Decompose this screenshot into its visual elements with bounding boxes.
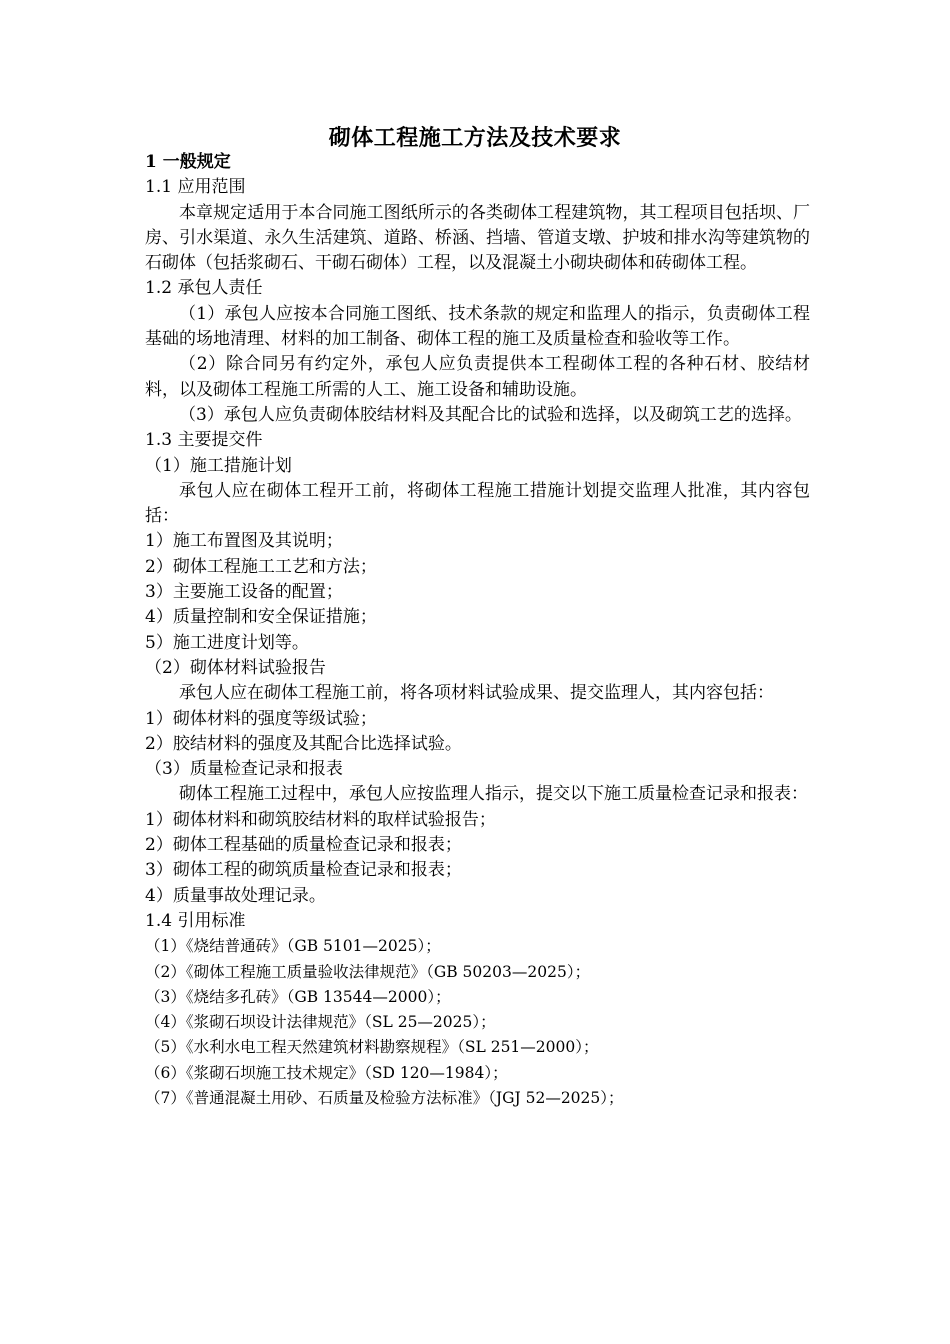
reference-item: （7）《普通混凝土用砂、石质量及检验方法标准》（JGJ 52—2025）； bbox=[145, 1088, 624, 1107]
section-heading-1: 1 一般规定 bbox=[145, 152, 231, 172]
reference-item: （6）《浆砌石坝施工技术规定》（SD 120—1984）； bbox=[145, 1063, 508, 1082]
section-heading-1-1: 1.1 应用范围 bbox=[145, 177, 246, 198]
paragraph: 砌体工程施工过程中，承包人应按监理人指示，提交以下施工质量检查记录和报表： bbox=[179, 784, 808, 805]
reference-item: （2）《砌体工程施工质量验收法律规范》（GB 50203—2025）； bbox=[145, 962, 591, 981]
document-body bbox=[145, 150, 810, 1111]
reference-item: （1）《烧结普通砖》（GB 5101—2025）； bbox=[145, 937, 441, 956]
list-item: 1）施工布置图及其说明； bbox=[145, 531, 343, 552]
paragraph: 承包人应在砌体工程开工前，将砌体工程施工措施计划提交监理人批准，其内容包括： bbox=[145, 480, 810, 527]
paragraph: （2）除合同另有约定外，承包人应负责提供本工程砌体工程的各种石材、胶结材料，以及砌体工程施工所需的人工、施工设备和辅助设施。 bbox=[145, 354, 810, 400]
document-title: 砌体工程施工方法及技术要求 bbox=[328, 125, 622, 151]
list-item: 1）砌体材料的强度等级试验； bbox=[145, 708, 377, 729]
list-item: 2）胶结材料的强度及其配合比选择试验。 bbox=[145, 733, 462, 754]
list-item: 2）砌体工程施工工艺和方法； bbox=[145, 556, 377, 577]
section-heading-1-4: 1.4 引用标准 bbox=[145, 910, 246, 931]
list-item: 4）质量控制和安全保证措施； bbox=[145, 607, 377, 628]
paragraph: 本章规定适用于本合同施工图纸所示的各类砌体工程建筑物，其工程项目包括坝、厂房、引水渠道、永久生活建筑、道路、桥涵、挡墙、管道支墩、护坡和排水沟等建筑物的石砌体（包括浆砌石、干砌石砌体）工程，以及混凝土小砌块砌体和砖砌体工程。 bbox=[145, 202, 810, 274]
paragraph: （1）承包人应按本合同施工图纸、技术条款的规定和监理人的指示，负责砌体工程基础的场地清理、材料的加工制备、砌体工程的施工及质量检查和验收等工作。 bbox=[145, 303, 810, 350]
section-heading-1-3: 1.3 主要提交件 bbox=[145, 430, 263, 451]
reference-item: （4）《浆砌石坝设计法律规范》（SL 25—2025）； bbox=[145, 1013, 496, 1032]
list-item: 3）砌体工程的砌筑质量检查记录和报表； bbox=[145, 860, 462, 881]
list-item: 4）质量事故处理记录。 bbox=[145, 885, 326, 906]
subheading: （2）砌体材料试验报告 bbox=[145, 657, 326, 678]
paragraph: （3）承包人应负责砌体胶结材料及其配合比的试验和选择，以及砌筑工艺的选择。 bbox=[179, 404, 802, 425]
subheading: （1）施工措施计划 bbox=[145, 455, 292, 476]
list-item: 2）砌体工程基础的质量检查记录和报表； bbox=[145, 835, 462, 856]
reference-item: （5）《水利水电工程天然建筑材料勘察规程》（SL 251—2000）； bbox=[145, 1038, 599, 1057]
paragraph: 承包人应在砌体工程施工前，将各项材料试验成果、提交监理人，其内容包括： bbox=[179, 683, 774, 704]
list-item: 3）主要施工设备的配置； bbox=[145, 582, 343, 603]
section-heading-1-2: 1.2 承包人责任 bbox=[145, 278, 263, 299]
list-item: 1）砌体材料和砌筑胶结材料的取样试验报告； bbox=[145, 809, 496, 830]
subheading: （3）质量检查记录和报表 bbox=[145, 759, 343, 780]
reference-item: （3）《烧结多孔砖》（GB 13544—2000）； bbox=[145, 987, 451, 1006]
list-item: 5）施工进度计划等。 bbox=[145, 632, 309, 653]
